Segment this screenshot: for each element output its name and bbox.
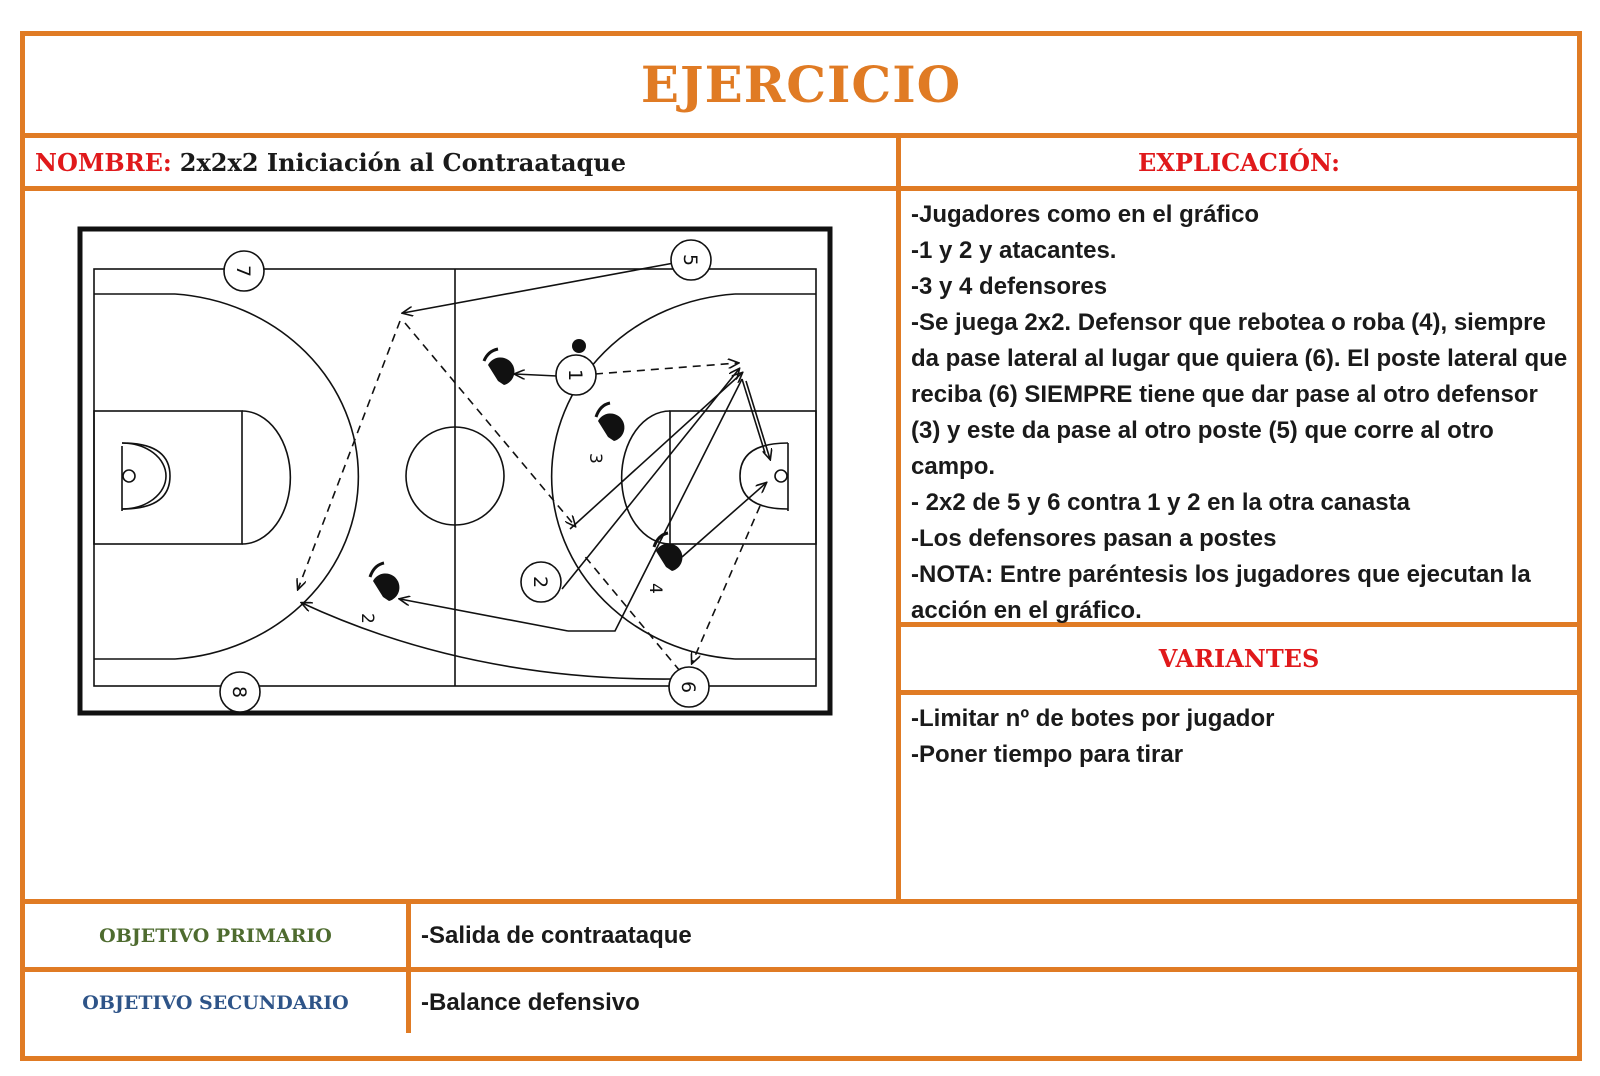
explicacion-header xyxy=(901,138,1577,191)
objetivo-primario-label: OBJETIVO PRIMARIO xyxy=(25,904,411,967)
page-title: EJERCICIO xyxy=(640,55,962,114)
attacker-8 xyxy=(220,672,260,712)
exercise-sheet xyxy=(20,31,1582,1061)
attacker-2 xyxy=(521,562,561,602)
defender-upper xyxy=(484,349,514,385)
variantes-header xyxy=(901,627,1577,695)
svg-text:1: 1 xyxy=(564,368,586,382)
explicacion-line: -1 y 2 y atacantes. xyxy=(911,237,1117,264)
objetivo-secundario-label: OBJETIVO SECUNDARIO xyxy=(25,972,411,1033)
svg-text:7: 7 xyxy=(232,264,254,278)
defender-2 xyxy=(357,563,399,624)
title-row xyxy=(25,36,1577,138)
nombre-label: NOMBRE: xyxy=(35,147,172,177)
defender-4 xyxy=(645,533,682,594)
court-diagram xyxy=(70,221,840,721)
svg-text:5: 5 xyxy=(679,253,701,267)
variantes-body xyxy=(901,695,1577,899)
attacker-6 xyxy=(669,667,709,707)
variantes-title: VARIANTES xyxy=(1158,644,1320,673)
explicacion-line: -Se juega 2x2. Defensor que rebotea o roba (4), siempre da pase lateral al lugar que quiera (6). El poste lateral que reciba (6) SIEMPRE tiene que dar pase al otro defensor (3) y este da pase al otro poste (5) que corre al otro campo. xyxy=(911,309,1568,480)
svg-text:4: 4 xyxy=(645,583,665,594)
svg-text:3: 3 xyxy=(585,453,605,464)
explicacion-body xyxy=(901,191,1577,627)
explicacion-line: -Jugadores como en el gráfico xyxy=(911,201,1260,228)
svg-text:2: 2 xyxy=(357,613,377,624)
objetivo-secundario-row xyxy=(25,967,1577,1033)
nombre-value: 2x2x2 Iniciación al Contraataque xyxy=(179,147,627,177)
svg-text:6: 6 xyxy=(677,680,699,694)
explicacion-line: - 2x2 de 5 y 6 contra 1 y 2 en la otra canasta xyxy=(911,489,1410,516)
svg-text:8: 8 xyxy=(228,685,250,699)
attacker-5 xyxy=(671,240,711,280)
attacker-7 xyxy=(224,251,264,291)
objetivo-secundario-value: -Balance defensivo xyxy=(421,988,640,1016)
nombre-row xyxy=(25,138,901,191)
objetivo-primario-row xyxy=(25,899,1577,967)
svg-text:2: 2 xyxy=(529,575,551,589)
defender-3 xyxy=(585,403,624,464)
variante-line: -Limitar nº de botes por jugador xyxy=(911,705,1275,732)
defenders xyxy=(357,349,682,624)
objetivo-primario-value: -Salida de contraataque xyxy=(421,921,692,949)
attacker-1 xyxy=(556,339,596,395)
explicacion-line: -3 y 4 defensores xyxy=(911,273,1108,300)
explicacion-line: -NOTA: Entre paréntesis los jugadores que ejecutan la acción en el gráfico. xyxy=(911,561,1531,624)
ball-icon xyxy=(572,339,586,353)
explicacion-title: EXPLICACIÓN: xyxy=(1138,147,1340,177)
court-lines xyxy=(80,229,830,713)
explicacion-line: -Los defensores pasan a postes xyxy=(911,525,1277,552)
attackers xyxy=(220,240,711,712)
variante-line: -Poner tiempo para tirar xyxy=(911,741,1184,768)
diagram-cell xyxy=(25,191,901,899)
